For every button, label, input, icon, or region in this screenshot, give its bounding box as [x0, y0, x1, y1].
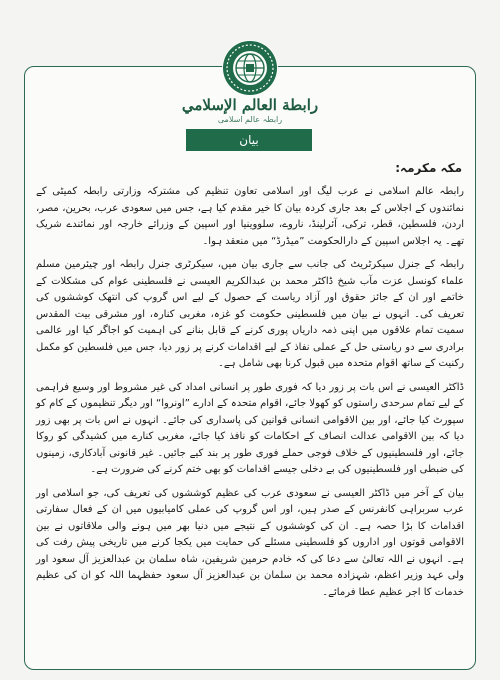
statement-body	[36, 160, 464, 608]
globe-emblem-icon	[222, 40, 278, 96]
paragraph-3: ڈاکٹر العیسی نے اس بات پر زور دیا کہ فوری طور پر انسانی امداد کی غیر مشروط اور وسیع فراہمی کے لیے تمام سرحدی راستوں کو کھولا جائے، اقوام متحدہ کے ادارے ”اونروا“ اور دیگر تنظیموں کے کام کو سپورٹ کیا جائے، اور بین الاقوامی انسانی قوانین کی پاسداری کی جائے۔ انہوں نے اس بات پر بھی زور دیا کہ بین الاقوامی عدالت انصاف کے احکامات کو نافذ کیا جائے، مغربی کنارے میں کشیدگی کو روکا جائے، اور فلسطینیوں کے خلاف فوجی حملے فوری طور پر بند کیے جائیں۔ غیر قانونی آبادکاری، زمینوں کی ضبطی اور فلسطینیوں کی بے دخلی جیسے اقدامات کو بھی ختم کرنے کی ضرورت ہے۔	[36, 381, 464, 475]
paragraph-2: رابطہ کے جنرل سیکرٹریٹ کی جانب سے جاری بیان میں، سیکرٹری جنرل رابطہ اور چیئرمین مسلم علماء کونسل عزت مآب شیخ ڈاکٹر محمد بن عبدالکریم العیسی نے فلسطینی عوام کی مشکلات کے خاتمے اور ان کے جائز حقوق اور آزاد ریاست کے حصول کے لیے اس گروپ کی انتھک کوششوں کی تعریف کی۔ انہوں نے بیان میں فلسطینی حکومت کو غزہ، مغربی کنارہ، اور مشرقی بیت المقدس سمیت تمام علاقوں میں اپنی ذمہ داریاں پوری کرنے کے قابل بنانے کی اہمیت کو اجاگر کیا اور عالمی برادری سے دو ریاستی حل کے عملی نفاذ کے لیے اقدامات کرنے پر زور دیا، جس میں فلسطین کو مکمل رکنیت کے ساتھ اقوام متحدہ میں قبول کرنا بھی شامل ہے۔	[36, 259, 464, 369]
org-name-arabic: رابطة العالم الإسلامي	[181, 96, 319, 114]
dateline-location: مکہ مکرمہ:	[395, 161, 462, 175]
section-label: بیان	[186, 129, 312, 151]
paragraph-4: بیان کے آخر میں ڈاکٹر العیسی نے سعودی عرب کی عظیم کوششوں کی تعریف کی، جو اسلامی اور عرب سربراہی کانفرنس کے صدر ہیں، اور اس گروپ کی عملی کامیابیوں میں ان کے فعال سفارتی اقدامات کا بڑا حصہ ہے۔ ان کی کوششوں کے نتیجے میں دنیا بھر میں ہونے والی ملاقاتوں نے بین الاقوامی قوتوں اور اداروں کو فلسطینی مسئلے کی حمایت میں یکجا کرنے میں تاریخی پیش رفت کی ہے۔ انہوں نے اللہ تعالیٰ سے دعا کی کہ خادم حرمین شریفین، شاہ سلمان بن عبدالعزیز آل سعود اور ولی عہد وزیر اعظم، شہزادہ محمد بن سلمان بن عبدالعزیز آل سعود حفظہما اللہ کو ان کی عظیم خدمات کا اجر عظیم عطا فرمائے۔	[36, 487, 464, 598]
paragraph-1: رابطہ عالم اسلامی نے عرب لیگ اور اسلامی تعاون تنظیم کی مشترکہ وزارتی رابطہ کمیٹی کے نمائندوں کے اجلاس کے بعد جاری کردہ بیان کا خیر مقدم کیا ہے، جس میں سعودی عرب، بحرین، مصر، اردن، فلسطین، قطر، ترکی، آئرلینڈ، ناروے، سلووینیا اور اسپین کے وزرائے خارجہ اور نمائندے شریک تھے۔ یہ اجلاس اسپین کے دارالحکومت ”میڈرڈ“ میں منعقد ہوا۔	[36, 186, 464, 247]
org-name-urdu: رابطہ عالم اسلامی	[217, 115, 283, 124]
